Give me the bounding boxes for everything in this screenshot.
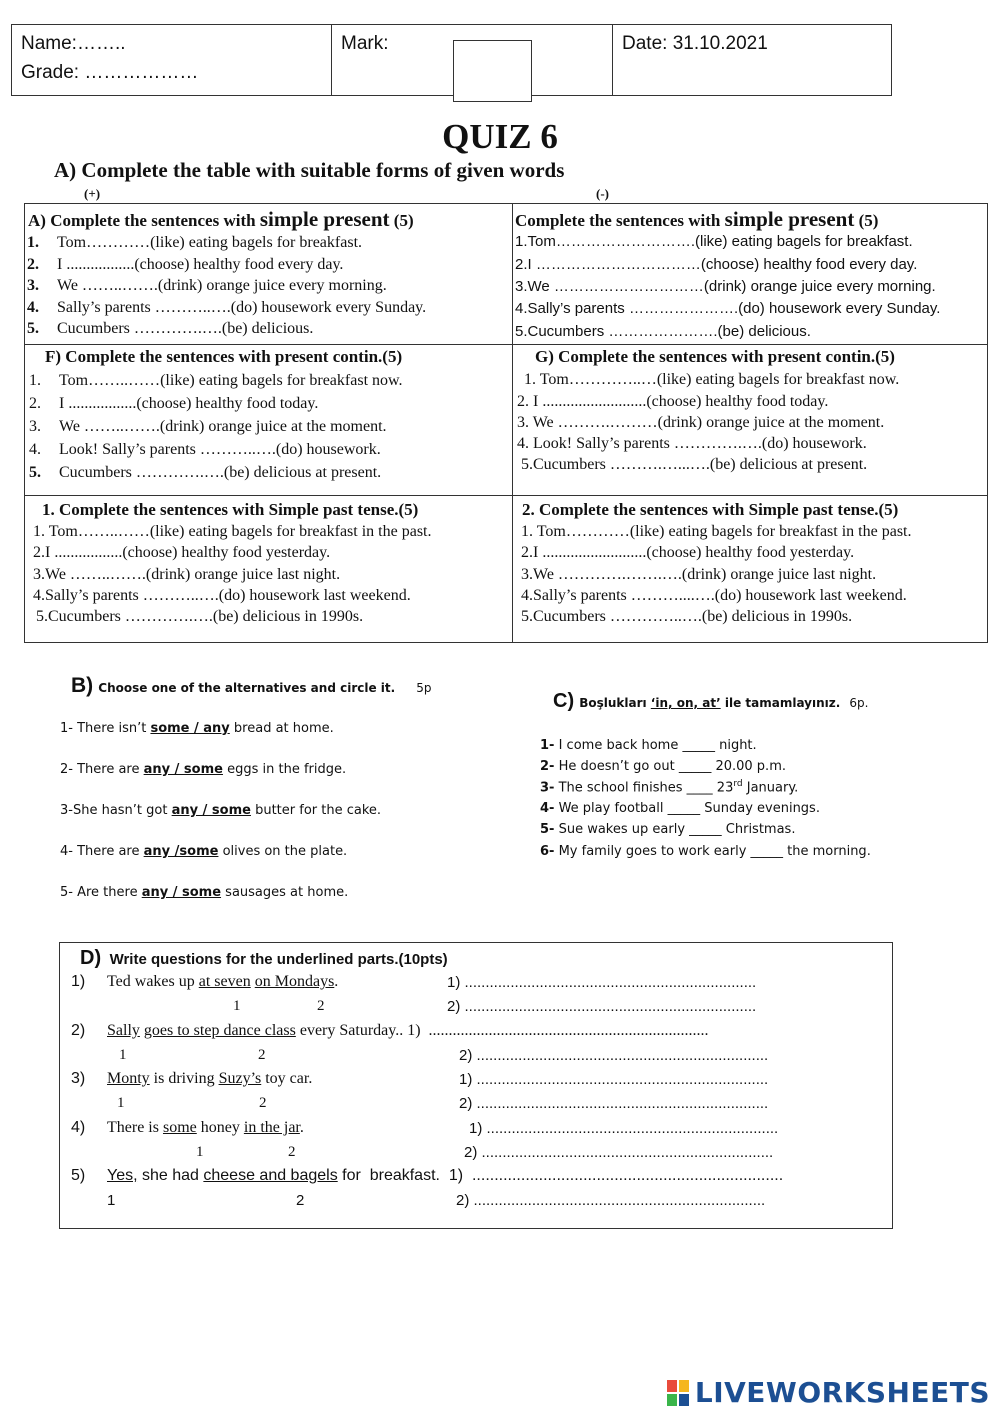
fill-in-item[interactable] xyxy=(540,822,795,837)
sentence-text: honey xyxy=(196,1119,244,1136)
line-number: 2. xyxy=(29,395,41,412)
section-instruction-words: ‘in, on, at’ xyxy=(650,696,721,710)
item-text: 5- Are there xyxy=(60,885,142,900)
line-text: Tom……..……(like) eating bagels for breakfast now. xyxy=(59,372,403,389)
line-text: I .................(choose) healthy food every day. xyxy=(57,256,344,273)
logo-square xyxy=(679,1380,689,1392)
sentence-line[interactable]: 4.Sally’s parents ………………….(do) housework every Sunday. xyxy=(515,300,941,317)
line-number: 2. xyxy=(27,256,39,273)
item-text: 1- There isn’t xyxy=(60,721,151,736)
line-text: Tom…………(like) eating bagels for breakfast. xyxy=(57,234,363,251)
alternatives-option[interactable]: any / some xyxy=(143,762,223,777)
question-number: 3) xyxy=(71,1070,86,1087)
underline-index: 2 xyxy=(317,998,325,1014)
logo-square xyxy=(667,1394,677,1406)
date-label: Date: 31.10.2021 xyxy=(622,33,768,54)
item-text: My family goes to work early _____ the morning. xyxy=(554,844,871,859)
answer-line[interactable]: 1) ...................................................................... xyxy=(469,1120,779,1137)
section-instruction: Write questions for the underlined parts.(10pts) xyxy=(109,951,448,968)
choice-item xyxy=(60,885,348,900)
negative-label: (-) xyxy=(596,186,609,201)
item-text: olives on the plate. xyxy=(218,844,348,859)
sentence-text: toy car. xyxy=(261,1070,313,1087)
item-number: 6- xyxy=(540,844,555,859)
question-sentence xyxy=(107,973,338,991)
underline-index: 1 xyxy=(119,1047,127,1063)
sentence-line[interactable]: 2.I ..........................(choose) healthy food yesterday. xyxy=(521,544,855,561)
alternatives-option[interactable]: any /some xyxy=(143,844,219,859)
choice-item xyxy=(60,803,381,818)
choice-item xyxy=(60,762,346,777)
sentence-line[interactable] xyxy=(27,299,426,317)
simple-past-heading: 2. Complete the sentences with Simple past tense.(5) xyxy=(522,500,899,519)
section-c-heading xyxy=(553,690,868,713)
heading-text: A) Complete the sentences with xyxy=(28,211,260,230)
sentence-line[interactable] xyxy=(29,418,387,436)
underlined-part: at seven xyxy=(198,973,251,990)
underlined-part: some xyxy=(162,1119,197,1136)
ordinal-suffix: rd xyxy=(733,779,743,789)
item-text: butter for the cake. xyxy=(250,803,382,818)
fill-in-item[interactable] xyxy=(540,801,820,816)
alternatives-option[interactable]: some / any xyxy=(150,721,230,736)
answer-line[interactable]: 2) ...................................................................... xyxy=(459,1095,769,1112)
line-text: Cucumbers ………….….(be) delicious at present. xyxy=(59,464,382,481)
mark-label: Mark: xyxy=(341,33,389,54)
grid-divider xyxy=(24,344,988,345)
underline-index: 1 xyxy=(107,1192,116,1209)
heading-points: (5) xyxy=(389,211,414,230)
sentence-text: is driving xyxy=(149,1070,219,1087)
grid-divider xyxy=(24,495,988,496)
sentence-text: for breakfast. 1) ...................................................................... xyxy=(337,1167,784,1184)
fill-in-item[interactable] xyxy=(540,759,786,774)
item-text: January. xyxy=(742,780,799,796)
underlined-part: in the jar xyxy=(243,1119,300,1136)
item-number: 1- xyxy=(540,738,555,753)
heading-points: (5) xyxy=(854,211,879,230)
sentence-line[interactable]: 1.Tom……………………….(like) eating bagels for breakfast. xyxy=(515,233,913,250)
line-text: Cucumbers ………….….(be) delicious. xyxy=(57,320,314,337)
grid-divider xyxy=(512,203,513,643)
sentence-line[interactable]: 4. Look! Sally’s parents ………….….(do) housework. xyxy=(517,435,867,452)
sentence-text: she had xyxy=(137,1167,204,1184)
underlined-part: Monty xyxy=(107,1070,150,1087)
sentence-line[interactable]: 1. Tom…………(like) eating bagels for breakfast in the past. xyxy=(521,523,912,540)
sentence-line[interactable]: 3.We ………….…….….(drink) orange juice last night. xyxy=(521,566,877,583)
item-text: sausages at home. xyxy=(221,885,349,900)
sentence-line[interactable] xyxy=(27,234,362,252)
underline-index: 2 xyxy=(258,1047,266,1063)
sentence-line[interactable]: 2.I .................(choose) healthy food yesterday. xyxy=(33,544,331,561)
logo-icon xyxy=(667,1380,689,1406)
mark-box[interactable] xyxy=(453,40,532,102)
page-title: QUIZ 6 xyxy=(442,117,558,156)
heading-text: Complete the sentences with xyxy=(515,211,725,230)
sentence-line[interactable]: 4.Sally’s parents ………....….(do) housework last weekend. xyxy=(521,587,907,604)
section-instruction: Boşlukları xyxy=(579,696,651,710)
answer-line[interactable]: 2) ...................................................................... xyxy=(459,1047,769,1064)
sentence-line[interactable]: 5.Cucumbers ……….…...….(be) delicious at present. xyxy=(521,456,868,473)
item-number: 3- xyxy=(540,780,555,796)
sentence-line[interactable]: 5.Cucumbers ………….….(be) delicious in 1990s. xyxy=(36,608,364,625)
section-points: 6p. xyxy=(849,696,869,710)
sentence-text: . xyxy=(299,1119,304,1136)
answer-line[interactable]: 2) ...................................................................... xyxy=(464,1144,774,1161)
choice-item xyxy=(60,844,347,859)
underlined-part: goes to step dance class xyxy=(143,1022,296,1039)
sentence-line[interactable] xyxy=(29,441,381,459)
section-letter: B) xyxy=(71,674,94,697)
underline-index: 2 xyxy=(288,1144,296,1160)
question-sentence xyxy=(107,1022,709,1040)
item-number: 5- xyxy=(540,822,555,837)
sentence-line[interactable]: 3.We …………………………(drink) orange juice every morning. xyxy=(515,278,936,295)
section-instruction: ile tamamlayınız. xyxy=(720,696,841,710)
question-number: 5) xyxy=(71,1167,86,1184)
question-number: 1) xyxy=(71,973,86,990)
answer-line[interactable]: 2) ...................................................................... xyxy=(447,998,757,1015)
question-sentence xyxy=(107,1070,312,1088)
line-text: We ……..…….(drink) orange juice every morning. xyxy=(57,277,387,294)
sentence-line[interactable]: 2.I ……………………………(choose) healthy food every day. xyxy=(515,256,918,273)
item-number: 4- xyxy=(540,801,555,816)
item-text: We play football _____ Sunday evenings. xyxy=(554,801,820,816)
item-text: bread at home. xyxy=(229,721,334,736)
line-number: 5. xyxy=(29,464,41,481)
positive-label: (+) xyxy=(84,186,101,201)
present-continuous-heading: G) Complete the sentences with present contin.(5) xyxy=(535,347,895,366)
item-number: 2- xyxy=(540,759,555,774)
section-instruction: Choose one of the alternatives and circle it. xyxy=(98,681,396,695)
line-number: 1. xyxy=(27,234,39,251)
sentence-line[interactable] xyxy=(29,372,403,390)
line-text: We ……..…….(drink) orange juice at the moment. xyxy=(59,418,387,435)
name-field[interactable]: Name:…….. xyxy=(21,33,126,54)
sentence-line[interactable]: 5.Cucumbers ………………….(be) delicious. xyxy=(515,323,811,340)
underline-index: 2 xyxy=(259,1095,267,1111)
section-points: 5p xyxy=(416,681,432,695)
section-b-heading xyxy=(71,674,432,698)
sentence-line[interactable]: 3.We ……..…….(drink) orange juice last night. xyxy=(33,566,341,583)
fill-in-item[interactable] xyxy=(540,844,871,859)
sentence-line[interactable] xyxy=(27,320,313,338)
underline-index: 1 xyxy=(196,1144,204,1160)
section-a-title: A) Complete the table with suitable forms of given words xyxy=(54,158,565,182)
section-letter: C) xyxy=(553,690,575,712)
sentence-text: There is xyxy=(107,1119,163,1136)
underlined-part: on Mondays xyxy=(254,973,335,990)
underline-index: 1 xyxy=(117,1095,125,1111)
underlined-part: Sally xyxy=(107,1022,140,1039)
underline-index: 1 xyxy=(233,998,241,1014)
item-text: Sue wakes up early _____ Christmas. xyxy=(554,822,796,837)
present-continuous-heading: F) Complete the sentences with present contin.(5) xyxy=(45,347,403,366)
item-text: 3-She hasn’t got xyxy=(60,803,172,818)
sentence-line[interactable]: 2. I ..........................(choose) healthy food today. xyxy=(517,393,829,410)
sentence-line[interactable] xyxy=(29,395,318,413)
date-cell xyxy=(613,25,891,95)
underlined-part: Suzy’s xyxy=(218,1070,262,1087)
logo-square xyxy=(679,1394,689,1406)
underlined-part: cheese and bagels xyxy=(203,1167,338,1184)
name-grade-cell xyxy=(12,25,332,95)
line-number: 5. xyxy=(27,320,39,337)
underline-index: 2 xyxy=(296,1192,305,1209)
item-text: He doesn’t go out _____ 20.00 p.m. xyxy=(554,759,786,774)
alternatives-option[interactable]: any / some xyxy=(141,885,222,900)
simple-past-heading: 1. Complete the sentences with Simple past tense.(5) xyxy=(42,500,419,519)
simple-present-heading xyxy=(28,207,414,232)
fill-in-item[interactable] xyxy=(540,738,757,753)
sentence-line[interactable]: 4.Sally’s parents ………..….(do) housework last weekend. xyxy=(33,587,411,604)
sentence-text: every Saturday.. 1) ...................................................................... xyxy=(295,1022,709,1039)
fill-in-item[interactable] xyxy=(540,779,798,795)
item-text: I come back home _____ night. xyxy=(554,738,757,753)
sentence-line[interactable] xyxy=(29,464,381,482)
grade-field[interactable]: Grade: ……………… xyxy=(21,62,199,83)
line-text: Sally’s parents ………..….(do) housework every Sunday. xyxy=(57,299,427,316)
item-text: The school finishes ____ 23 xyxy=(554,780,734,796)
simple-present-heading xyxy=(515,207,878,232)
underlined-part: Yes, xyxy=(107,1167,138,1184)
header-table xyxy=(11,24,892,96)
question-sentence xyxy=(107,1167,783,1185)
heading-emphasis: simple present xyxy=(259,207,390,231)
line-text: Look! Sally’s parents ………..….(do) housework. xyxy=(59,441,381,458)
logo-square xyxy=(667,1380,677,1392)
question-number: 2) xyxy=(71,1022,86,1039)
sentence-text: Ted wakes up xyxy=(107,973,199,990)
line-number: 4. xyxy=(29,441,41,458)
line-text: I .................(choose) healthy food today. xyxy=(59,395,319,412)
line-number: 3. xyxy=(29,418,41,435)
alternatives-option[interactable]: any / some xyxy=(171,803,251,818)
question-number: 4) xyxy=(71,1119,86,1136)
liveworksheets-logo xyxy=(667,1376,990,1409)
item-text: 2- There are xyxy=(60,762,144,777)
answer-line[interactable]: 2) ...................................................................... xyxy=(456,1192,766,1209)
answer-line[interactable]: 1) ...................................................................... xyxy=(459,1071,769,1088)
line-number: 4. xyxy=(27,299,39,316)
logo-text: LIVEWORKSHEETS xyxy=(694,1376,990,1409)
item-text: eggs in the fridge. xyxy=(222,762,347,777)
sentence-line[interactable]: 1. Tom……..……(like) eating bagels for breakfast in the past. xyxy=(33,523,432,540)
section-d-heading xyxy=(80,947,448,970)
question-sentence xyxy=(107,1119,304,1137)
line-number: 3. xyxy=(27,277,39,294)
section-letter: D) xyxy=(80,947,102,969)
item-text: 4- There are xyxy=(60,844,144,859)
sentence-line[interactable] xyxy=(27,277,387,295)
sentence-line[interactable]: 5.Cucumbers …………..….(be) delicious in 1990s. xyxy=(521,608,853,625)
heading-emphasis: simple present xyxy=(724,207,855,231)
choice-item xyxy=(60,721,334,736)
sentence-line[interactable]: 3. We ……….………(drink) orange juice at the moment. xyxy=(517,414,885,431)
sentence-text: . xyxy=(334,973,339,990)
line-number: 1. xyxy=(29,372,41,389)
sentence-line[interactable] xyxy=(27,256,343,274)
answer-line[interactable]: 1) ...................................................................... xyxy=(447,974,757,991)
sentence-line[interactable]: 1. Tom…………..…(like) eating bagels for breakfast now. xyxy=(524,371,900,388)
